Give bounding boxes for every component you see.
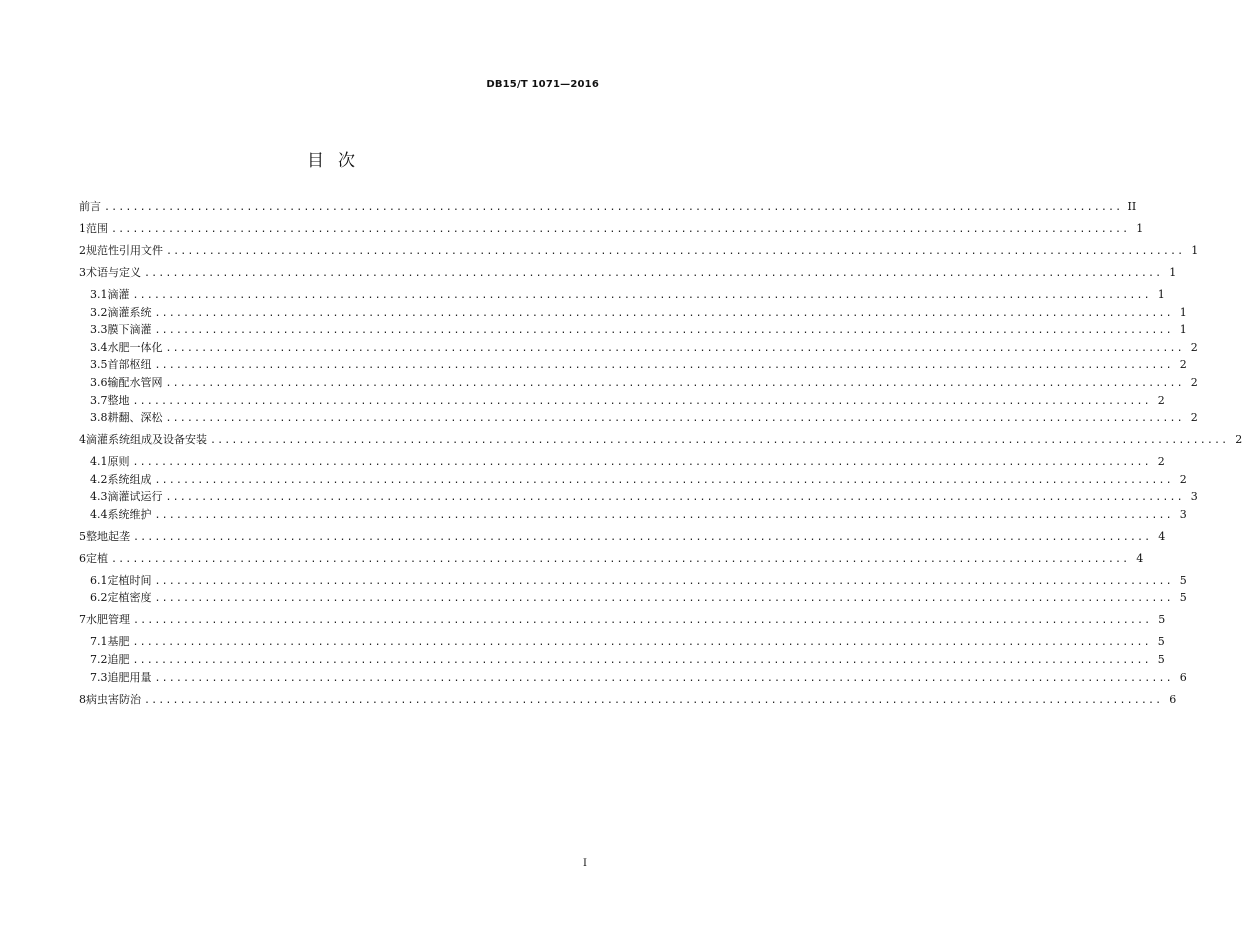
toc-entry-number: 3.1	[90, 287, 108, 301]
toc-entry-page: 5	[1157, 652, 1165, 666]
toc-dot-leader: ...............................................................................................................................................	[165, 492, 1184, 504]
toc-entry-page: 2	[1190, 375, 1198, 389]
toc-entry[interactable]	[79, 431, 1242, 449]
toc-dot-leader: ...............................................................................................................................................	[111, 223, 1130, 235]
toc-entry-page: II	[1127, 200, 1137, 213]
toc-entry-page: 5	[1179, 591, 1187, 605]
toc-entry-page: 1	[1169, 265, 1177, 279]
toc-dot-leader: ...............................................................................................................................................	[111, 553, 1130, 565]
toc-entry-number: 3.8	[90, 411, 108, 425]
toc-entry-number: 4	[79, 433, 86, 447]
toc-entry[interactable]	[79, 471, 1187, 489]
toc-entry-label: 水肥一体化	[107, 340, 163, 354]
toc-entry-number: 7.1	[90, 635, 108, 649]
toc-entry-label: 前言	[79, 200, 101, 213]
page-number: I	[583, 858, 587, 869]
toc-entry-label: 滴灌系统组成及设备安装	[86, 433, 207, 447]
page-title: 目次	[307, 151, 369, 171]
toc-entry-page: 2	[1190, 411, 1198, 425]
toc-entry-number: 3.7	[90, 393, 108, 407]
toc-entry[interactable]	[79, 506, 1187, 524]
toc-dot-leader: ...............................................................................................................................................	[165, 413, 1184, 425]
toc-dot-leader: ...............................................................................................................................................	[144, 694, 1163, 706]
toc-entry[interactable]	[79, 488, 1198, 506]
toc-entry-label: 系统组成	[107, 472, 152, 486]
toc-entry-page: 5	[1158, 613, 1166, 627]
toc-entry[interactable]	[79, 572, 1187, 590]
toc-entry-page: 3	[1190, 490, 1198, 504]
toc-dot-leader: ...............................................................................................................................................	[165, 342, 1184, 354]
toc-entry-label: 滴灌试运行	[107, 490, 163, 504]
toc-entry[interactable]	[79, 321, 1187, 339]
toc-entry[interactable]	[79, 589, 1187, 607]
toc-entry-number: 4.4	[90, 507, 108, 521]
toc-entry-number: 5	[79, 529, 86, 543]
toc-dot-leader: ...............................................................................................................................................	[154, 307, 1173, 319]
toc-dot-leader: ...............................................................................................................................................	[210, 435, 1229, 447]
toc-dot-leader: ...............................................................................................................................................	[132, 457, 1151, 469]
toc-entry-label: 病虫害防治	[86, 692, 141, 706]
toc-entry-page: 1	[1136, 221, 1144, 235]
toc-dot-leader: ...............................................................................................................................................	[132, 654, 1151, 666]
toc-entry-number: 6.2	[90, 591, 108, 605]
toc-entry-number: 3	[79, 265, 86, 279]
toc-entry-label: 定植时间	[107, 573, 152, 587]
toc-entry-label: 耕翻、深松	[107, 411, 163, 425]
toc-entry-label: 膜下滴灌	[107, 323, 152, 337]
toc-entry-page: 1	[1179, 323, 1187, 337]
toc-entry-number: 8	[79, 692, 86, 706]
toc-entry[interactable]	[79, 611, 1166, 629]
toc-entry-number: 4.3	[90, 490, 108, 504]
toc-entry[interactable]	[79, 528, 1166, 546]
toc-entry[interactable]	[79, 669, 1187, 687]
toc-dot-leader: ...............................................................................................................................................	[133, 615, 1152, 627]
toc-dot-leader: ...............................................................................................................................................	[132, 395, 1151, 407]
toc-dot-leader: ...............................................................................................................................................	[166, 245, 1185, 257]
toc-entry-label: 定植密度	[107, 591, 152, 605]
toc-entry-number: 3.5	[90, 358, 108, 372]
toc-entry[interactable]	[79, 356, 1187, 374]
toc-entry-page: 2	[1179, 358, 1187, 372]
toc-entry-page: 3	[1179, 507, 1187, 521]
toc-entry-page: 1	[1191, 243, 1199, 257]
toc-entry-page: 5	[1157, 635, 1165, 649]
toc-entry[interactable]	[79, 339, 1198, 357]
toc-entry-page: 1	[1179, 305, 1187, 319]
toc-entry-number: 2	[79, 243, 86, 257]
toc-entry-number: 7.3	[90, 670, 108, 684]
toc-entry-number: 7	[79, 613, 86, 627]
toc-entry[interactable]	[79, 220, 1144, 238]
toc-entry-label: 追肥用量	[107, 670, 152, 684]
toc-entry-label: 术语与定义	[86, 265, 141, 279]
toc-entry-number: 3.6	[90, 375, 108, 389]
toc-entry-label: 首部枢纽	[107, 358, 152, 372]
toc-entry-number: 4.2	[90, 472, 108, 486]
toc-entry-page: 2	[1190, 340, 1198, 354]
toc-entry-number: 7.2	[90, 652, 108, 666]
toc-entry-label: 定植	[86, 551, 108, 565]
toc-dot-leader: ...............................................................................................................................................	[165, 377, 1184, 389]
toc-entry-page: 1	[1157, 287, 1165, 301]
table-of-contents	[79, 198, 1242, 708]
toc-entry[interactable]	[79, 264, 1177, 282]
toc-entry-page: 6	[1179, 670, 1187, 684]
toc-entry[interactable]	[79, 633, 1165, 651]
toc-entry-page: 4	[1158, 529, 1166, 543]
toc-entry-number: 3.4	[90, 340, 108, 354]
toc-dot-leader: ...............................................................................................................................................	[154, 360, 1173, 372]
toc-entry[interactable]	[79, 550, 1144, 568]
toc-entry-page: 4	[1136, 551, 1144, 565]
toc-entry-number: 1	[79, 221, 86, 235]
toc-entry[interactable]	[79, 286, 1165, 304]
toc-entry-label: 整地起垄	[86, 529, 130, 543]
toc-dot-leader: ...............................................................................................................................................	[154, 474, 1173, 486]
toc-dot-leader: ...............................................................................................................................................	[132, 637, 1151, 649]
toc-entry-page: 2	[1235, 433, 1242, 447]
toc-entry-label: 基肥	[107, 635, 130, 649]
toc-dot-leader: ...............................................................................................................................................	[154, 325, 1173, 337]
toc-entry-page: 2	[1157, 393, 1165, 407]
toc-entry-label: 规范性引用文件	[86, 243, 163, 257]
toc-entry-label: 追肥	[107, 652, 130, 666]
toc-dot-leader: ...............................................................................................................................................	[132, 289, 1151, 301]
toc-entry[interactable]	[79, 453, 1165, 471]
toc-dot-leader: ...............................................................................................................................................	[104, 202, 1123, 213]
toc-entry[interactable]	[79, 691, 1177, 709]
toc-entry-page: 2	[1179, 472, 1187, 486]
toc-entry-label: 滴灌系统	[107, 305, 152, 319]
toc-entry-label: 滴灌	[107, 287, 130, 301]
toc-dot-leader: ...............................................................................................................................................	[144, 267, 1163, 279]
toc-entry-number: 6	[79, 551, 86, 565]
toc-entry-page: 2	[1157, 455, 1165, 469]
toc-entry-number: 3.3	[90, 323, 108, 337]
toc-dot-leader: ...............................................................................................................................................	[154, 593, 1173, 605]
toc-dot-leader: ...............................................................................................................................................	[154, 509, 1173, 521]
toc-entry-label: 整地	[107, 393, 130, 407]
toc-entry-page: 6	[1169, 692, 1177, 706]
toc-entry[interactable]	[79, 198, 1137, 216]
toc-dot-leader: ...............................................................................................................................................	[133, 531, 1152, 543]
toc-entry[interactable]	[79, 651, 1165, 669]
standard-code: DB15/T 1071—2016	[486, 79, 599, 90]
toc-entry-label: 范围	[86, 221, 108, 235]
toc-dot-leader: ...............................................................................................................................................	[154, 672, 1173, 684]
toc-entry-label: 输配水管网	[107, 375, 163, 389]
toc-entry-label: 水肥管理	[86, 613, 130, 627]
toc-dot-leader: ...............................................................................................................................................	[154, 575, 1173, 587]
toc-entry-number: 6.1	[90, 573, 108, 587]
toc-entry-number: 4.1	[90, 455, 108, 469]
toc-entry[interactable]	[79, 409, 1198, 427]
toc-entry[interactable]	[79, 304, 1187, 322]
toc-entry-label: 原则	[107, 455, 130, 469]
toc-entry[interactable]	[79, 242, 1199, 260]
toc-entry-label: 系统维护	[107, 507, 152, 521]
toc-entry[interactable]	[79, 374, 1198, 392]
toc-entry[interactable]	[79, 392, 1165, 410]
toc-entry-number: 3.2	[90, 305, 108, 319]
toc-entry-page: 5	[1179, 573, 1187, 587]
